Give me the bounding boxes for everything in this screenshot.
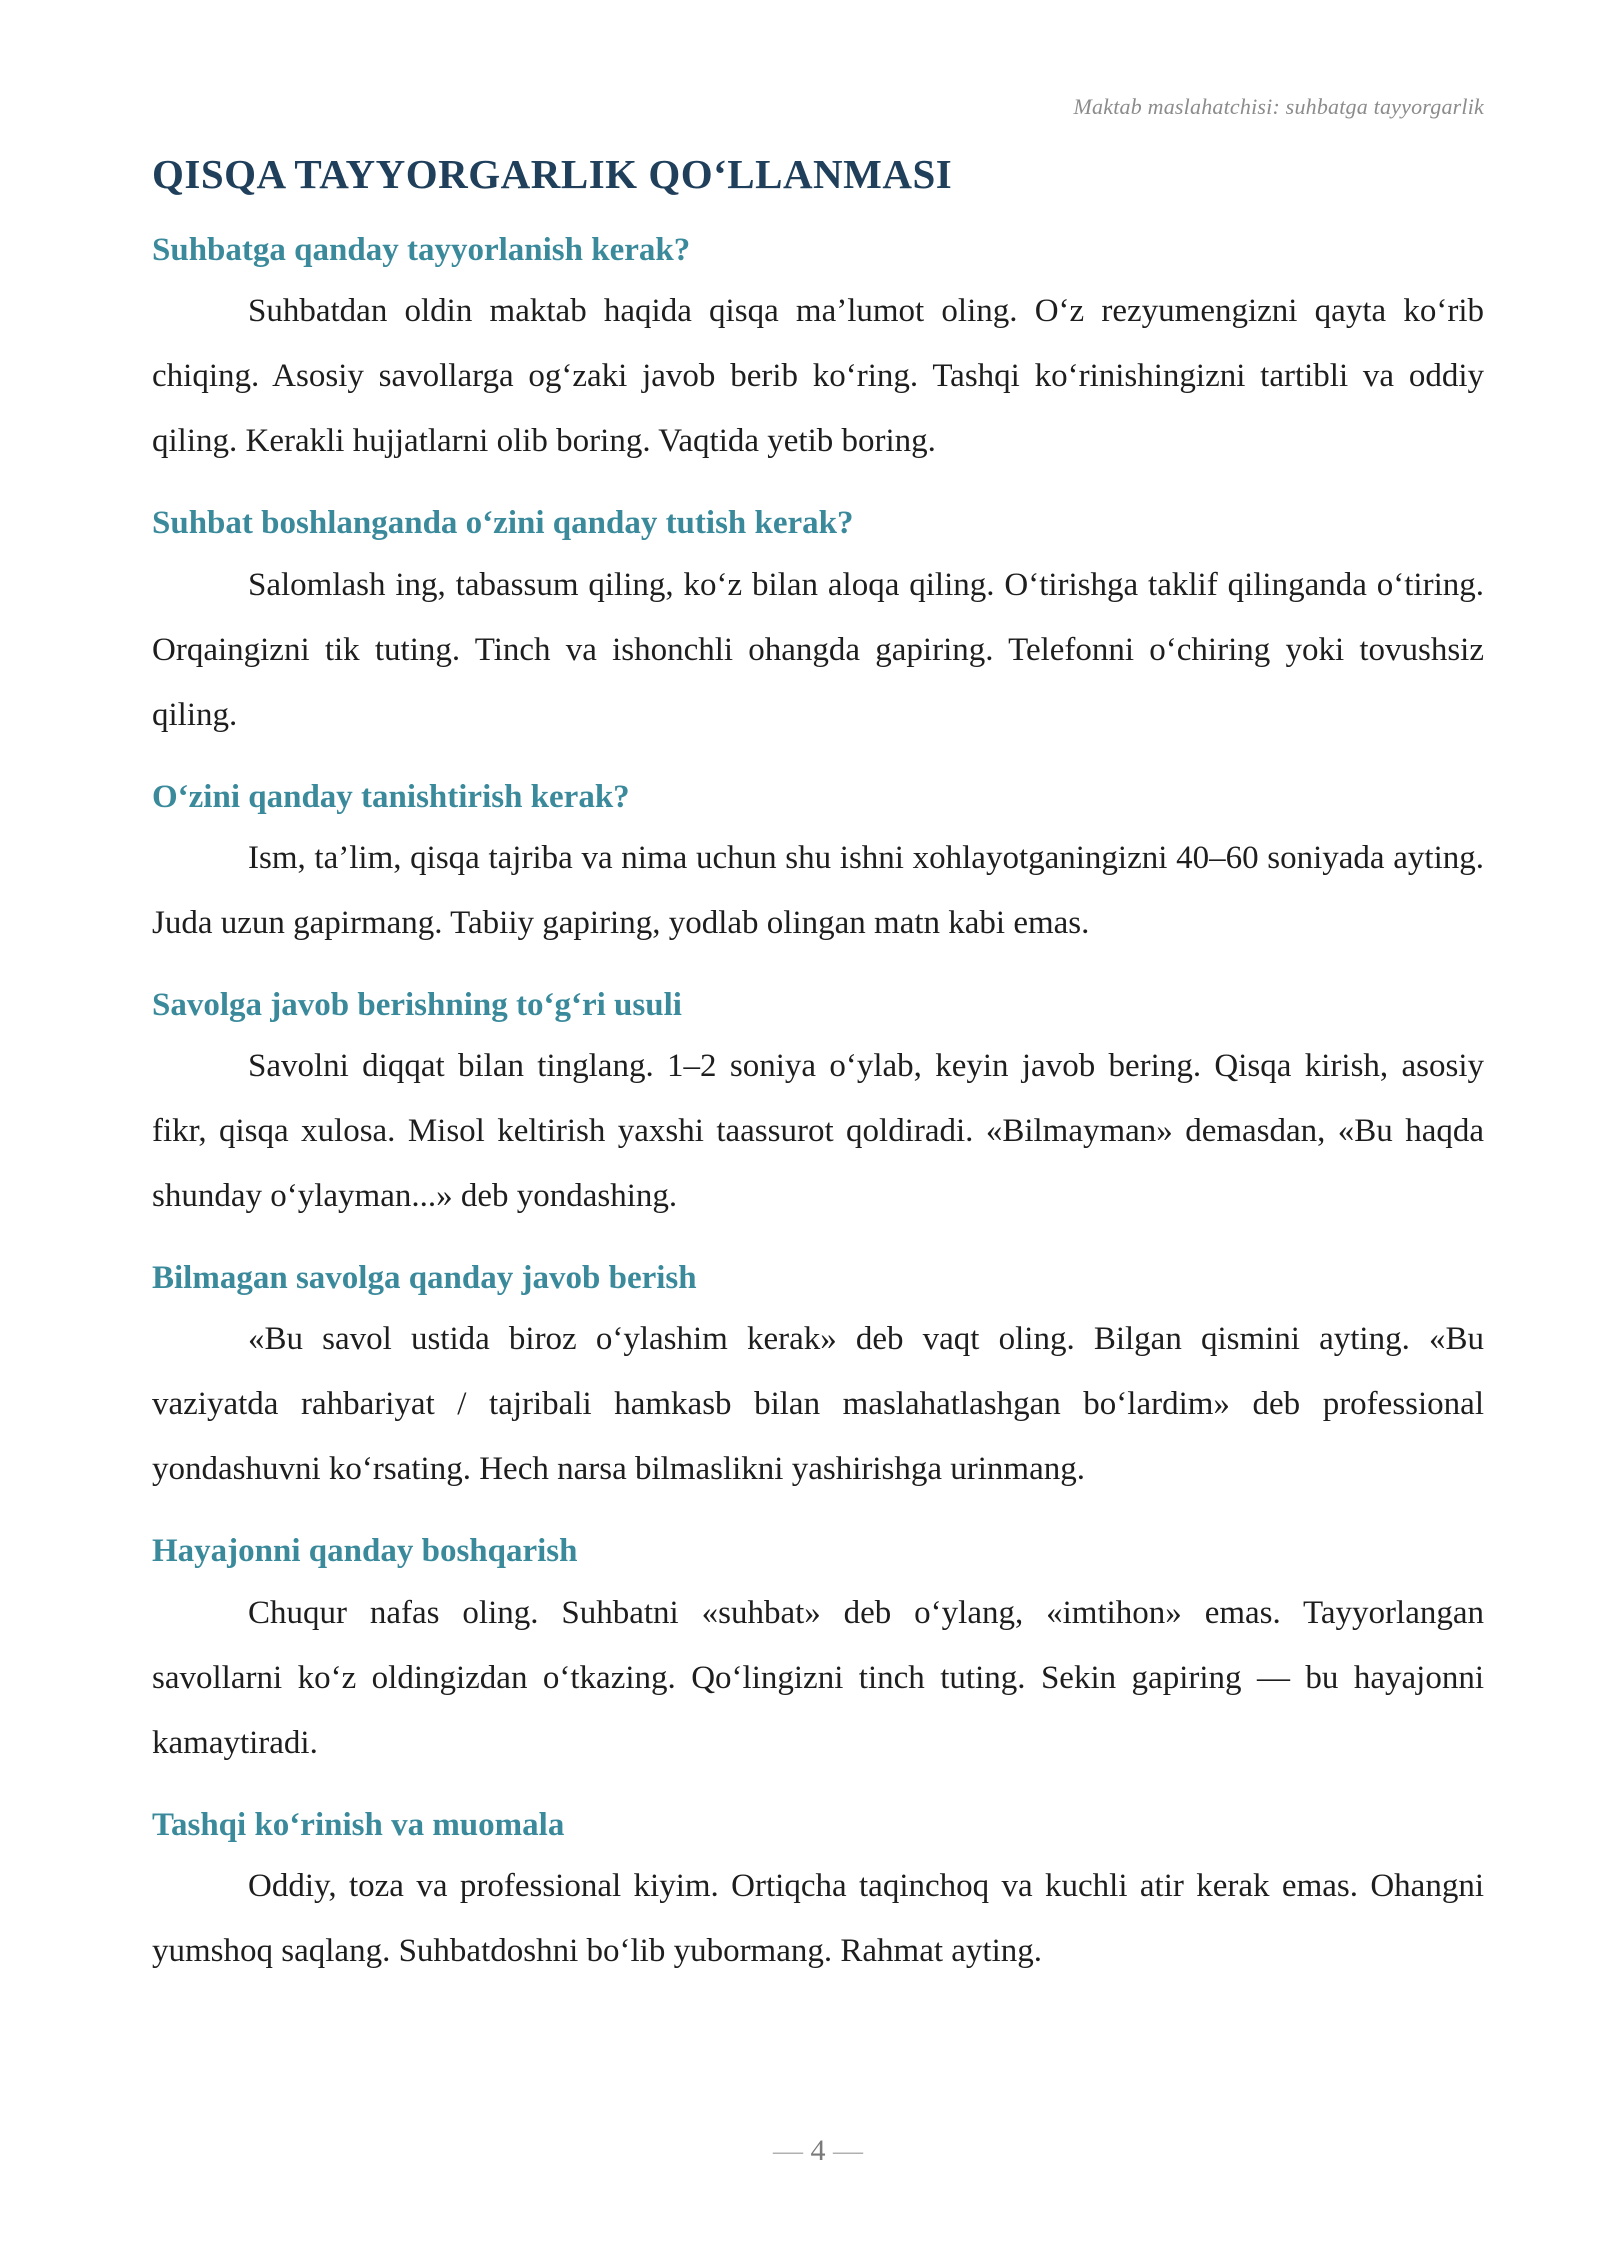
- section-behavior-at-start: [152, 503, 1484, 747]
- section-appearance-manners: [152, 1805, 1484, 1984]
- section-body: Suhbatdan oldin maktab haqida qisqa ma’lumot oling. O‘z rezyumengizni qayta ko‘rib chiqing. Asosiy savollarga og‘zaki javob berib ko‘ring. Tashqi ko‘rinishingizni tartibli va oddiy qiling. Kerakli hujjatlarni olib boring. Vaqtida yetib boring.: [152, 293, 1484, 460]
- section-unknown-question: [152, 1258, 1484, 1502]
- section-heading: Suhbatga qanday tayyorlanish kerak?: [152, 232, 691, 268]
- page-number-dash-left: —: [773, 2134, 803, 2167]
- page-number: [152, 2134, 1484, 2168]
- page-number-dash-right: —: [833, 2134, 863, 2167]
- section-body: Oddiy, toza va professional kiyim. Ortiqcha taqinchoq va kuchli atir kerak emas. Ohangni yumshoq saqlang. Suhbatdoshni bo‘lib yubormang. Rahmat ayting.: [152, 1867, 1484, 1969]
- section-heading: Hayajonni qanday boshqarish: [152, 1533, 578, 1570]
- section-body: Ism, ta’lim, qisqa tajriba va nima uchun shu ishni xohlayotganingizni 40–60 soniyada ayting. Juda uzun gapirmang. Tabiiy gapiring, yodlab olingan matn kabi emas.: [152, 839, 1484, 941]
- section-body: Chuqur nafas oling. Suhbatni «suhbat» deb o‘ylang, «imtihon» emas. Tayyorlangan savollarni ko‘z oldingizdan o‘tkazing. Qo‘lingizni tinch tuting. Sekin gapiring — bu hayajonni kamaytiradi.: [152, 1594, 1484, 1761]
- document-page: [152, 0, 1484, 2262]
- running-header: Maktab maslahatchisi: suhbatga tayyorgarlik: [1073, 94, 1484, 119]
- section-heading: Tashqi ko‘rinish va muomala: [152, 1806, 565, 1843]
- section-preparation: [152, 230, 1484, 474]
- section-body: «Bu savol ustida biroz o‘ylashim kerak» deb vaqt oling. Bilgan qismini ayting. «Bu vaziyatda rahbariyat / tajribali hamkasb bilan maslahatlashgan bo‘lardim» deb professional yondashuvni ko‘rsating. Hech narsa bilmaslikni yashirishga urinmang.: [152, 1321, 1484, 1488]
- section-answering-method: [152, 985, 1484, 1229]
- section-body: Salomlash ing, tabassum qiling, ko‘z bilan aloqa qiling. O‘tirishga taklif qilinganda o‘tiring. Orqaingizni tik tuting. Tinch va ishonchli ohangda gapiring. Telefonni o‘chiring yoki tovushsiz qiling.: [152, 566, 1484, 733]
- section-managing-nerves: [152, 1531, 1484, 1775]
- section-self-introduction: [152, 777, 1484, 956]
- sections-container: [152, 230, 1484, 2013]
- section-heading: O‘zini qanday tanishtirish kerak?: [152, 778, 630, 815]
- page-number-value: 4: [810, 2134, 826, 2167]
- page-title: QISQA TAYYORGARLIK QO‘LLANMASI: [152, 151, 953, 197]
- section-heading: Bilmagan savolga qanday javob berish: [152, 1260, 697, 1296]
- section-body: Savolni diqqat bilan tinglang. 1–2 soniya o‘ylab, keyin javob bering. Qisqa kirish, asosiy fikr, qisqa xulosa. Misol keltirish yaxshi taassurot qoldiradi. «Bilmayman» demasdan, «Bu haqda shunday o‘ylayman...» deb yondashing.: [152, 1048, 1484, 1214]
- section-heading: Suhbat boshlanganda o‘zini qanday tutish kerak?: [152, 505, 854, 542]
- section-heading: Savolga javob berishning to‘g‘ri usuli: [152, 986, 682, 1023]
